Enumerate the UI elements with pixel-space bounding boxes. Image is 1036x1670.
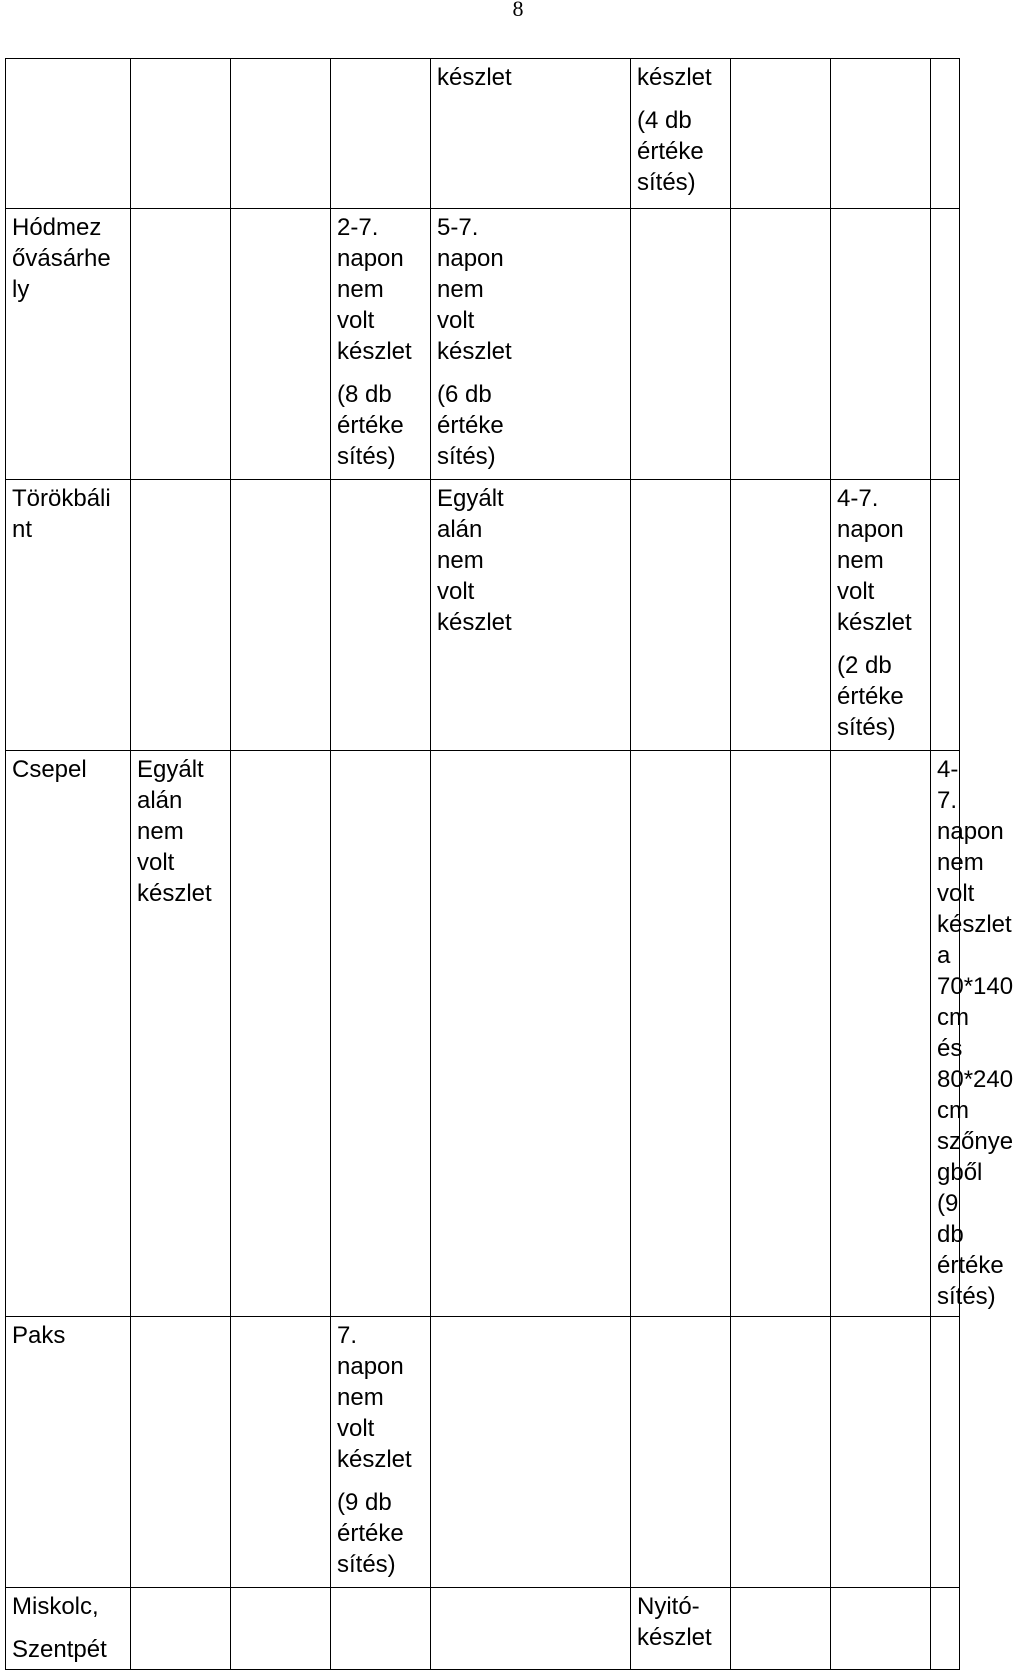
table-cell [931, 480, 960, 751]
table-cell [131, 1317, 231, 1588]
table-row [6, 480, 960, 751]
cell-text: Paks [12, 1322, 66, 1349]
table-cell [831, 1588, 931, 1670]
table-cell [431, 751, 631, 1317]
cell-text: Egyált alán nem volt készlet [137, 756, 212, 907]
location-cell [6, 1317, 131, 1588]
table-cell [231, 1317, 331, 1588]
cell-text: Egyált alán nem volt készlet [437, 485, 512, 636]
table-cell [731, 209, 831, 480]
table-cell [231, 209, 331, 480]
table-cell [831, 209, 931, 480]
table-cell [731, 751, 831, 1317]
table-cell [231, 751, 331, 1317]
table-cell [331, 209, 431, 480]
cell-text: Törökbáli nt [12, 485, 111, 543]
cell-text: 4-7. napon nem volt készlet a 70*140 cm és 80*240 cm szőnye gből (9 db értéke sítés) [937, 756, 1014, 1310]
table-cell [831, 751, 931, 1317]
table-cell [831, 480, 931, 751]
location-cell [6, 59, 131, 209]
cell-text: 4-7. napon nem volt készlet [837, 485, 912, 636]
table-cell [331, 751, 431, 1317]
table-cell [231, 59, 331, 209]
table-cell [131, 480, 231, 751]
table-cell [631, 59, 731, 209]
cell-text: Nyitó- készlet [637, 1593, 712, 1651]
table-cell [631, 480, 731, 751]
location-cell [6, 751, 131, 1317]
table-cell [131, 1588, 231, 1670]
table-cell [331, 59, 431, 209]
table-cell [131, 209, 231, 480]
cell-text: Csepel [12, 756, 87, 783]
cell-text: készlet [437, 64, 512, 91]
page-number: 8 [512, 0, 524, 21]
cell-text: Hódmez ővásárhe ly [12, 214, 111, 303]
table-cell [931, 751, 1014, 1317]
cell-text: (8 db értéke sítés) [337, 381, 404, 470]
cell-text: 7. napon nem volt készlet [337, 1322, 412, 1473]
location-cell [6, 480, 131, 751]
table-row [6, 1317, 960, 1588]
cell-text: (4 db értéke sítés) [637, 107, 704, 196]
location-cell [6, 1588, 131, 1670]
table-cell [831, 59, 931, 209]
table-cell [931, 209, 960, 480]
table-cell [431, 1317, 631, 1588]
cell-text: (6 db értéke sítés) [437, 381, 504, 470]
table-cell [631, 209, 731, 480]
cell-text: 5-7. napon nem volt készlet [437, 214, 512, 365]
cell-text: Szentpét [12, 1636, 107, 1663]
table-cell [431, 1588, 631, 1670]
table-cell [931, 59, 960, 209]
table-cell [131, 751, 231, 1317]
table-cell [231, 480, 331, 751]
table-cell [431, 209, 631, 480]
cell-text: (9 db értéke sítés) [337, 1489, 404, 1578]
table-cell [631, 1588, 731, 1670]
cell-text: 2-7. napon nem volt készlet [337, 214, 412, 365]
table-row [6, 751, 960, 1317]
table-cell [131, 59, 231, 209]
table-cell [431, 480, 631, 751]
cell-text: készlet [637, 64, 712, 91]
table-cell [931, 1317, 960, 1588]
table-row [6, 209, 960, 480]
table-cell [631, 751, 731, 1317]
table-cell [631, 1317, 731, 1588]
table-row [6, 59, 960, 209]
table-cell [431, 59, 631, 209]
table-cell [731, 1588, 831, 1670]
table-cell [731, 1317, 831, 1588]
table-row [6, 1588, 960, 1670]
cell-text: (2 db értéke sítés) [837, 652, 904, 741]
table-cell [331, 480, 431, 751]
table-cell [231, 1588, 331, 1670]
table-cell [731, 480, 831, 751]
table-cell [331, 1588, 431, 1670]
table-cell [931, 1588, 960, 1670]
cell-text: Miskolc, [12, 1593, 99, 1620]
table-cell [331, 1317, 431, 1588]
availability-table [5, 58, 1014, 1670]
table-cell [831, 1317, 931, 1588]
location-cell [6, 209, 131, 480]
table-cell [731, 59, 831, 209]
